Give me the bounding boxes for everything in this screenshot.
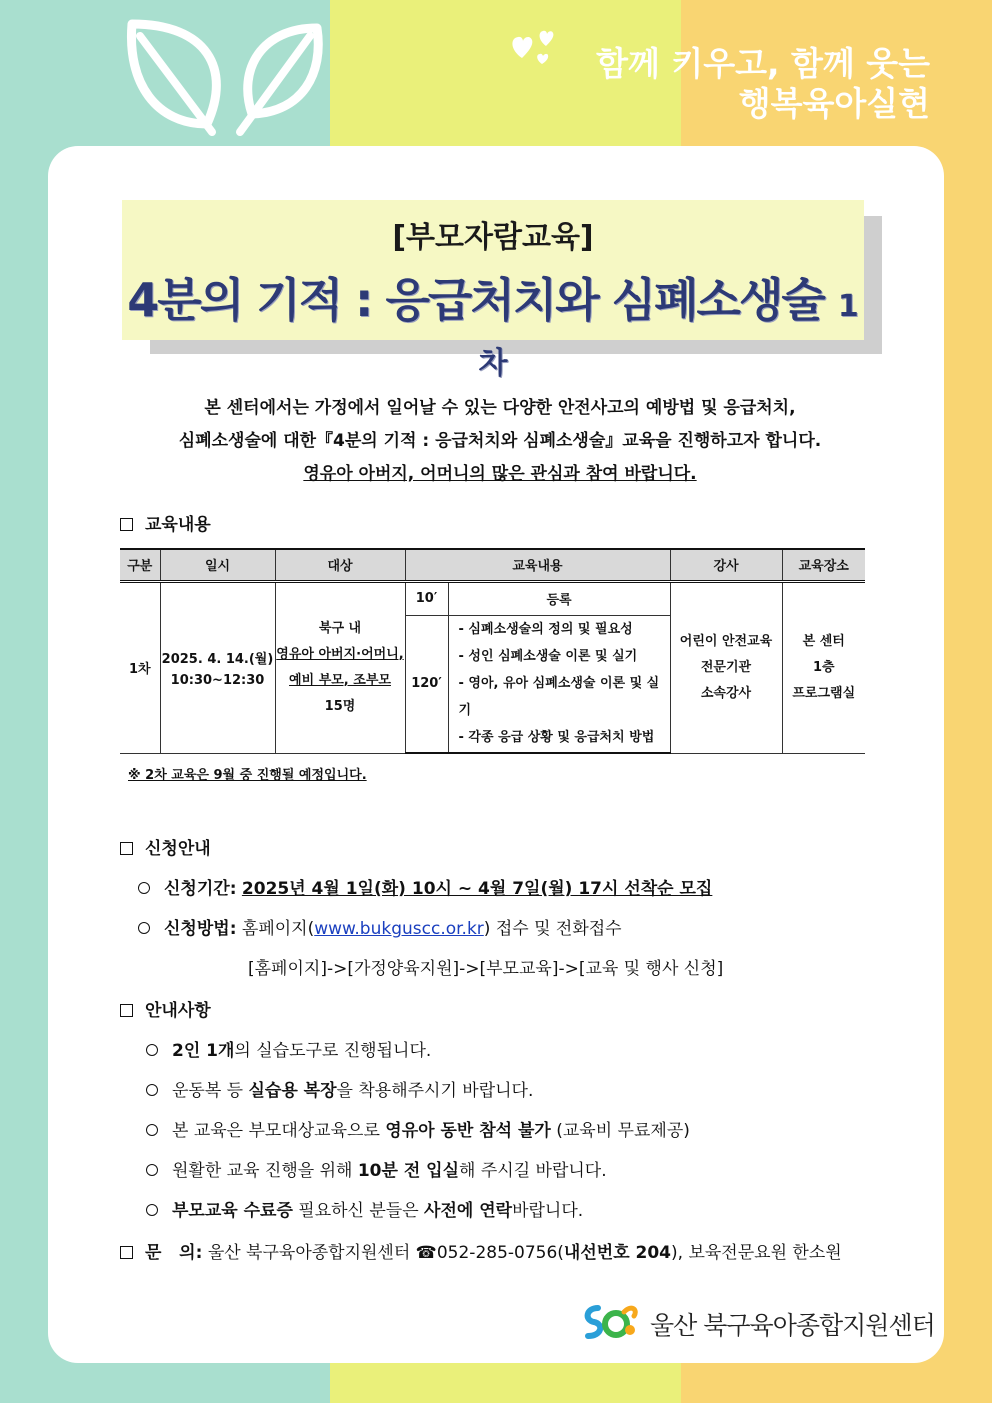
list-item: - 각종 응급 상황 및 응급처치 방법 bbox=[458, 730, 655, 746]
notice-text: 본 교육은 부모대상교육으로 bbox=[172, 1121, 386, 1141]
cell-round: 1차 bbox=[120, 581, 160, 753]
intro-line-2: 심폐소생술에 대한『4분의 기적 : 응급처치와 심폐소생술』교육을 진행하고자 합니다. bbox=[178, 431, 822, 451]
notice-text: 을 착용해주시기 바랍니다. bbox=[336, 1081, 534, 1101]
cell-datetime bbox=[160, 581, 275, 753]
notice-text: 필요하신 분들은 bbox=[292, 1201, 425, 1221]
contact-extension: 내선번호 204 bbox=[563, 1243, 672, 1263]
cell-place-line-3: 프로그램실 bbox=[792, 685, 856, 701]
circle-bullet-icon bbox=[146, 1204, 158, 1216]
contact-text: 울산 북구육아종합지원센터 ☎052-285-0756( bbox=[207, 1243, 564, 1263]
title-main bbox=[122, 264, 864, 384]
notice-item-5 bbox=[146, 1196, 583, 1221]
apply-period-label: 신청기간: bbox=[164, 879, 237, 899]
cell-duration-1: 10′ bbox=[405, 581, 448, 615]
checkbox-square-icon bbox=[120, 1246, 133, 1259]
leaves-icon bbox=[112, 14, 332, 144]
section-content-label: 교육내용 bbox=[145, 515, 211, 535]
cell-target-line-4: 15명 bbox=[324, 698, 356, 714]
table-header: 교육내용 bbox=[405, 549, 670, 581]
circle-bullet-icon bbox=[138, 922, 150, 934]
cell-target-line-2: 영유아 아버지·어머니, bbox=[276, 646, 404, 662]
section-notice-heading bbox=[120, 996, 211, 1021]
slogan-line-1: 함께 키우고, 함께 웃는 bbox=[596, 44, 930, 83]
notice-text: 의 실습도구로 진행됩니다. bbox=[234, 1041, 432, 1061]
notice-item-3 bbox=[146, 1116, 690, 1141]
cell-place-line-1: 본 센터 bbox=[802, 633, 845, 649]
checkbox-square-icon bbox=[120, 1004, 133, 1017]
table-header-row bbox=[120, 549, 865, 581]
notice-text: 원활한 교육 진행을 위해 bbox=[172, 1161, 358, 1181]
notice-text: 해 주시길 바랍니다. bbox=[459, 1161, 607, 1181]
apply-method bbox=[138, 914, 622, 939]
apply-method-pre: 홈페이지( bbox=[241, 919, 315, 939]
section-apply-label: 신청안내 bbox=[145, 839, 211, 859]
apply-path: [홈페이지]->[가정양육지원]->[부모교육]->[교육 및 행사 신청] bbox=[248, 959, 724, 979]
notice-bold: 사전에 연락 bbox=[424, 1201, 513, 1221]
title-round: 1차 bbox=[478, 289, 859, 381]
cell-instructor bbox=[670, 581, 782, 753]
contact-line bbox=[120, 1238, 842, 1263]
list-item: - 심폐소생술의 정의 및 필요성 bbox=[458, 622, 633, 638]
list-item: - 영아, 유아 심폐소생술 이론 및 실기 bbox=[458, 676, 660, 719]
slogan-line-2: 행복육아실현 bbox=[738, 84, 930, 123]
cell-target-line-3: 예비 부모, 조부모 bbox=[289, 672, 391, 688]
cell-instructor-line-3: 소속강사 bbox=[700, 685, 752, 701]
title-subtitle: [부모자람교육] bbox=[392, 220, 594, 255]
intro-line-3: 영유아 아버지, 어머니의 많은 관심과 참여 바랍니다. bbox=[303, 464, 697, 484]
section-content-heading bbox=[120, 510, 211, 535]
notice-item-2 bbox=[146, 1076, 533, 1101]
checkbox-square-icon bbox=[120, 842, 133, 855]
list-item: - 성인 심폐소생술 이론 및 실기 bbox=[458, 649, 638, 665]
notice-bold: 10분 전 입실 bbox=[357, 1161, 460, 1181]
hearts-icon bbox=[508, 24, 560, 66]
section-notice-label: 안내사항 bbox=[145, 1001, 211, 1021]
education-table bbox=[120, 548, 865, 754]
circle-bullet-icon bbox=[146, 1084, 158, 1096]
notice-bold: 2인 1개 bbox=[172, 1041, 235, 1061]
center-logo-icon bbox=[580, 1300, 640, 1344]
intro-line-1: 본 센터에서는 가정에서 일어날 수 있는 다양한 안전사고의 예방법 및 응급처치, bbox=[204, 398, 796, 418]
notice-bold: 실습용 복장 bbox=[248, 1081, 337, 1101]
circle-bullet-icon bbox=[146, 1124, 158, 1136]
apply-period bbox=[138, 874, 712, 899]
slogan bbox=[596, 44, 930, 124]
table-header: 교육장소 bbox=[782, 549, 865, 581]
homepage-link[interactable]: www.bukguscc.or.kr bbox=[314, 919, 484, 939]
cell-place-line-2: 1층 bbox=[812, 659, 835, 675]
table-header: 구분 bbox=[120, 549, 160, 581]
table-header: 대상 bbox=[275, 549, 405, 581]
notice-text: (교육비 무료제공) bbox=[550, 1121, 690, 1141]
apply-method-post: ) 접수 및 전화접수 bbox=[483, 919, 622, 939]
notice-item-4 bbox=[146, 1156, 607, 1181]
notice-bold: 부모교육 수료증 bbox=[172, 1201, 293, 1221]
cell-target bbox=[275, 581, 405, 753]
cell-duration-2: 120′ bbox=[405, 615, 448, 753]
second-round-note: ※ 2차 교육은 9월 중 진행될 예정입니다. bbox=[128, 768, 367, 783]
table-header: 일시 bbox=[160, 549, 275, 581]
circle-bullet-icon bbox=[146, 1164, 158, 1176]
cell-date: 2025. 4. 14.(월) bbox=[161, 651, 274, 667]
cell-instructor-line-1: 어린이 안전교육 bbox=[679, 633, 773, 649]
circle-bullet-icon bbox=[138, 882, 150, 894]
notice-text: 운동복 등 bbox=[172, 1081, 249, 1101]
cell-content-items bbox=[448, 615, 670, 753]
cell-registration: 등록 bbox=[448, 581, 670, 615]
cell-instructor-line-2: 전문기관 bbox=[700, 659, 752, 675]
cell-target-line-1: 북구 내 bbox=[318, 620, 362, 636]
checkbox-square-icon bbox=[120, 518, 133, 531]
contact-label: 문 의: bbox=[145, 1243, 203, 1263]
cell-place bbox=[782, 581, 865, 753]
title-box bbox=[122, 200, 864, 381]
apply-period-value: 2025년 4월 1일(화) 10시 ~ 4월 7일(월) 17시 선착순 모집 bbox=[241, 879, 713, 899]
intro-text bbox=[100, 392, 900, 491]
section-apply-heading bbox=[120, 834, 211, 859]
cell-time: 10:30~12:30 bbox=[170, 672, 265, 688]
title-main-text: 4분의 기적 : 응급처치와 심폐소생술 bbox=[127, 273, 824, 327]
table-header: 강사 bbox=[670, 549, 782, 581]
footer-org-name: 울산 북구육아종합지원센터 bbox=[650, 1311, 935, 1340]
notice-text: 바랍니다. bbox=[512, 1201, 584, 1221]
circle-bullet-icon bbox=[146, 1044, 158, 1056]
apply-method-label: 신청방법: bbox=[164, 919, 237, 939]
table-row bbox=[120, 581, 865, 615]
contact-text: ), 보육전문요원 한소원 bbox=[671, 1243, 842, 1263]
notice-item-1 bbox=[146, 1036, 431, 1061]
notice-bold: 영유아 동반 참석 불가 bbox=[385, 1121, 551, 1141]
